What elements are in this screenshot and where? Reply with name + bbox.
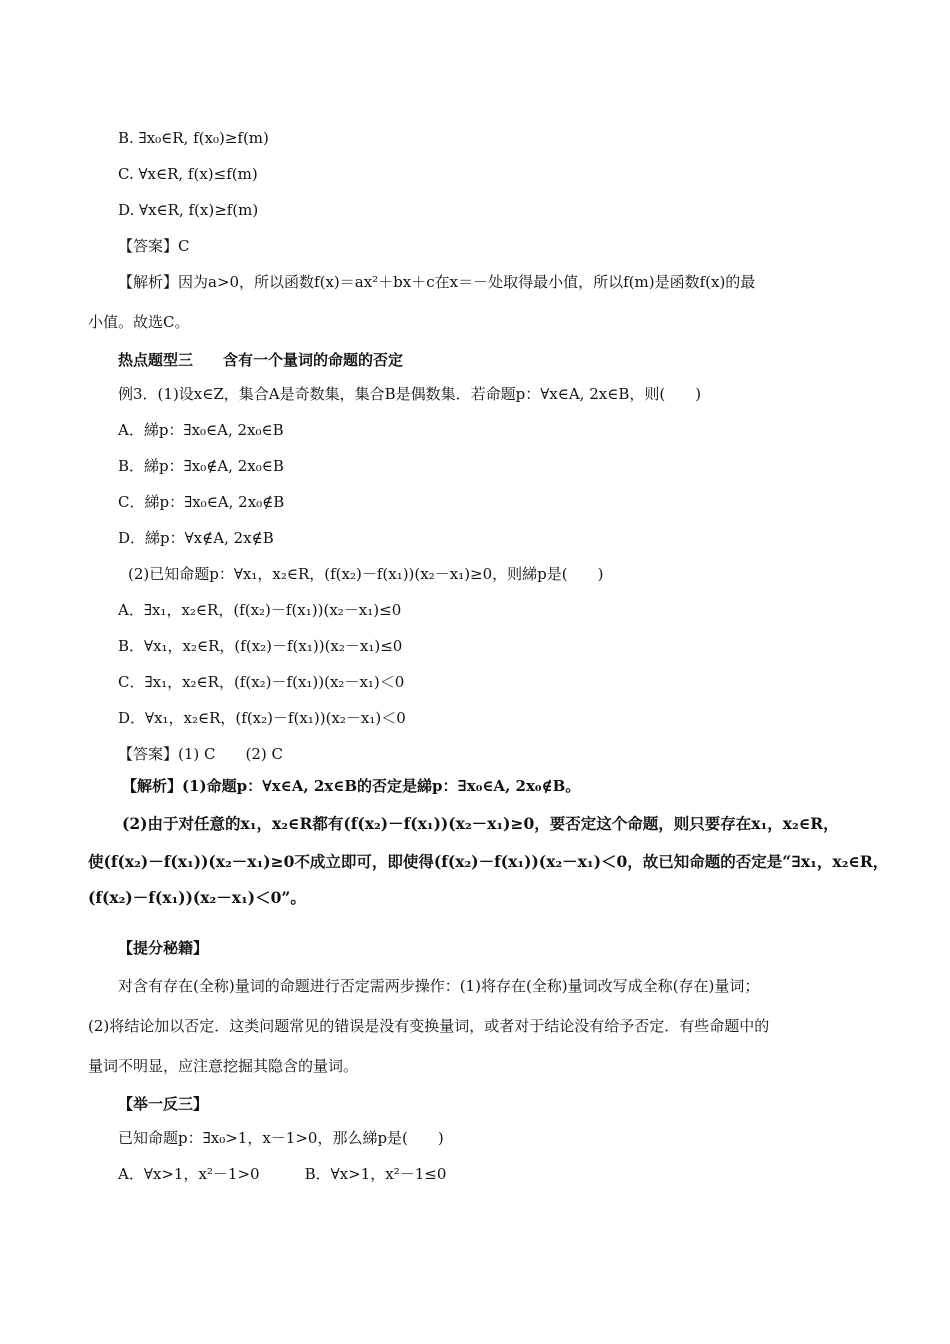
example-3-option-b: B．綈p：∃x₀∉A, 2x₀∈B: [118, 457, 284, 475]
option-c-forall-le: C. ∀x∈R, f(x)≤f(m): [118, 165, 258, 183]
tips-heading: 【提分秘籍】: [118, 939, 209, 957]
example-3-option-a: A．綈p：∃x₀∈A, 2x₀∈B: [118, 421, 284, 439]
example-3-analysis-1: 【解析】(1)命题p：∀x∈A, 2x∈B的否定是綈p：∃x₀∈A, 2x₀∉B。: [122, 777, 581, 795]
tips-line-1: 对含有存在(全称)量词的命题进行否定需两步操作：(1)将存在(全称)量词改写成全称(存在)量词；: [118, 977, 760, 995]
practice-options: A．∀x>1，x²－1>0 B．∀x>1，x²－1≤0: [118, 1165, 447, 1183]
option-b-exists: B. ∃x₀∈R, f(x₀)≥f(m): [118, 129, 269, 147]
section-heading: 热点题型三 含有一个量词的命题的否定: [118, 351, 404, 369]
example-3-option-c: C．綈p：∃x₀∈A, 2x₀∉B: [118, 493, 285, 511]
practice-heading: 【举一反三】: [118, 1095, 209, 1113]
example-3-answer: 【答案】(1) C (2) C: [118, 745, 283, 763]
example-3-analysis-3: 使(f(x₂)－f(x₁))(x₂－x₁)≥0不成立即可，即使得(f(x₂)－f(x₁))(x₂－x₁)＜0，故已知命题的否定是“∃x₁，x₂∈R，: [88, 852, 889, 871]
example-3-analysis-4: (f(x₂)－f(x₁))(x₂－x₁)＜0”。: [88, 888, 306, 907]
example-3-analysis-2: (2)由于对任意的x₁，x₂∈R都有(f(x₂)－f(x₁))(x₂－x₁)≥0，要否定这个命题，则只要存在x₁，x₂∈R，: [122, 814, 839, 833]
example-3-question: 例3．(1)设x∈Z，集合A是奇数集，集合B是偶数集．若命题p：∀x∈A, 2x∈B，则( ): [118, 385, 702, 403]
part-2-option-c: C．∃x₁，x₂∈R，(f(x₂)－f(x₁))(x₂－x₁)＜0: [118, 673, 405, 691]
part-2-option-d: D．∀x₁，x₂∈R，(f(x₂)－f(x₁))(x₂－x₁)＜0: [118, 709, 406, 727]
tips-line-2: (2)将结论加以否定．这类问题常见的错误是没有变换量词，或者对于结论没有给予否定．有些命题中的: [88, 1017, 770, 1035]
tips-line-3: 量词不明显，应注意挖掘其隐含的量词。: [88, 1057, 359, 1075]
option-d-forall-ge: D. ∀x∈R, f(x)≥f(m): [118, 201, 259, 219]
part-2-option-a: A．∃x₁，x₂∈R，(f(x₂)－f(x₁))(x₂－x₁)≤0: [118, 601, 402, 619]
answer-line: 【答案】C: [118, 237, 190, 255]
practice-question: 已知命题p：∃x₀>1，x－1>0，那么綈p是( ): [118, 1129, 444, 1147]
example-3-part-2-question: (2)已知命题p：∀x₁，x₂∈R，(f(x₂)－f(x₁))(x₂－x₁)≥0，则綈p是( ): [128, 565, 604, 583]
part-2-option-b: B．∀x₁，x₂∈R，(f(x₂)－f(x₁))(x₂－x₁)≤0: [118, 637, 403, 655]
analysis-line-1: 【解析】因为a>0，所以函数f(x)＝ax²＋bx＋c在x＝－处取得最小值，所以f(m)是函数f(x)的最: [118, 273, 756, 291]
example-3-option-d: D．綈p：∀x∉A, 2x∉B: [118, 529, 274, 547]
analysis-line-2: 小值。故选C。: [88, 313, 190, 331]
